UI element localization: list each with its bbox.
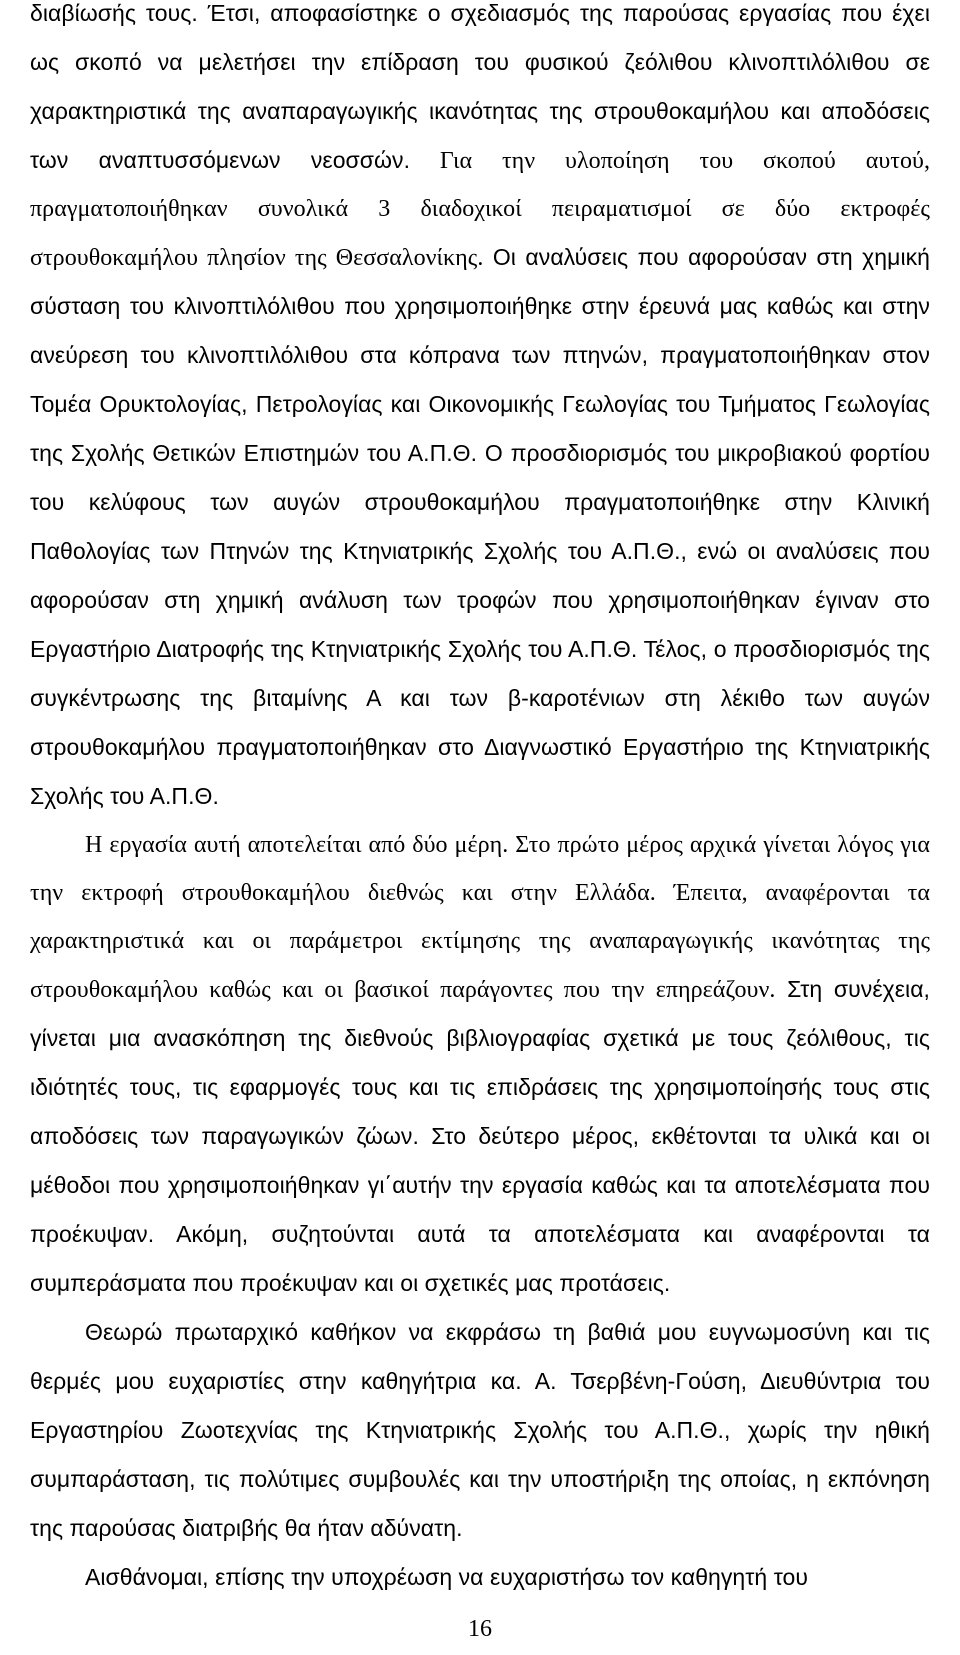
text-segment: Θεωρώ πρωταρχικό καθήκον να εκφράσω τη βαθιά μου ευγνωμοσύνη και τις θερμές μου ευχαριστίες στην καθηγήτρια κα. Α. Τσερβένη-Γούση, Διευθύντρια του Εργαστηρίου Ζωοτεχνίας της Κτηνιατρικής Σχολής του Α.Π.Θ., χωρίς την ηθική συμπαράσταση, τις πολύτιμες συμβουλές και την υποστήριξη της οποίας, η εκπόνηση της παρούσας διατριβής θα ήταν αδύνατη. bbox=[30, 1319, 930, 1541]
paragraph-structure bbox=[30, 821, 930, 1308]
text-segment: Αισθάνομαι, επίσης την υποχρέωση να ευχαριστήσω τον καθηγητή του bbox=[85, 1564, 808, 1590]
paragraph-continuation bbox=[30, 0, 930, 821]
text-segment: Οι αναλύσεις που αφορούσαν στη χημική σύσταση του κλινοπτιλόλιθου που χρησιμοποιήθηκε στην έρευνά μας καθώς και στην ανεύρεση του κλινοπτιλόλιθου στα κόπρανα των πτηνών, πραγματοποιήθηκαν στον Τομέα Ορυκτολογίας, Πετρολογίας και Οικονομικής Γεωλογίας του Τμήματος Γεωλογίας της Σχολής Θετικών Επιστημών του Α.Π.Θ. Ο προσδιορισμός του μικροβιακού φορτίου του κελύφους των αυγών στρουθοκαμήλου πραγματοποιήθηκε στην Κλινική Παθολογίας των Πτηνών της Κτηνιατρικής Σχολής του Α.Π.Θ., ενώ οι αναλύσεις που αφορούσαν στη χημική ανάλυση των τροφών που χρησιμοποιήθηκαν έγιναν στο Εργαστήριο Διατροφής της Κτηνιατρικής Σχολής του Α.Π.Θ. Τέλος, ο προσδιορισμός της συγκέντρωσης της βιταμίνης Α και των β-καροτένιων στη λέκιθο των αυγών στρουθοκαμήλου πραγματοποιήθηκαν στο Διαγνωστικό Εργαστήριο της Κτηνιατρικής Σχολής του Α.Π.Θ. bbox=[30, 244, 930, 809]
text-segment: Για την υλοποίηση του σκοπού αυτού, πραγματοποιήθηκαν συνολικά 3 διαδοχικοί πειραματισμοί σε δύο εκτροφές στρουθοκαμήλου πλησίον της Θεσσαλονίκης. bbox=[30, 148, 930, 271]
text-segment: Στη συνέχεια, γίνεται μια ανασκόπηση της διεθνούς βιβλιογραφίας σχετικά με τους ζεόλιθους, τις ιδιότητές τους, τις εφαρμογές τους και τις επιδράσεις της χρησιμοποίησής τους στις αποδόσεις των παραγωγικών ζώων. Στο δεύτερο μέρος, εκθέτονται τα υλικά και οι μέθοδοι που χρησιμοποιήθηκαν γι΄αυτήν την εργασία καθώς και τα αποτελέσματα που προέκυψαν. Ακόμη, συζητούνται αυτά τα αποτελέσματα και αναφέρονται τα συμπεράσματα που προέκυψαν και οι σχετικές μας προτάσεις. bbox=[30, 976, 930, 1296]
text-segment: διαβίωσής τους. Έτσι, αποφασίστηκε ο σχεδιασμός της παρούσας εργασίας που έχει ως σκοπό να μελετήσει την επίδραση του φυσικού ζεόλιθου κλινοπτιλόλιθου σε χαρακτηριστικά της αναπαραγωγικής ικανότητας της στρουθοκαμήλου και αποδόσεις των αναπτυσσόμενων νεοσσών. bbox=[30, 0, 930, 173]
paragraph-acknowledgement bbox=[30, 1308, 930, 1553]
text-segment: Η εργασία αυτή αποτελείται από δύο μέρη. Στο πρώτο μέρος αρχικά γίνεται λόγος για την εκτροφή στρουθοκαμήλου διεθνώς και στην Ελλάδα. Έπειτα, αναφέρονται τα χαρακτηριστικά και οι παράμετροι εκτίμησης της αναπαραγωγικής ικανότητας της στρουθοκαμήλου καθώς και οι βασικοί παράγοντες που την επηρεάζουν. bbox=[30, 832, 930, 1003]
page-number: 16 bbox=[468, 1616, 492, 1642]
paragraph-acknowledgement-continued bbox=[30, 1553, 930, 1600]
document-page bbox=[30, 0, 930, 1600]
